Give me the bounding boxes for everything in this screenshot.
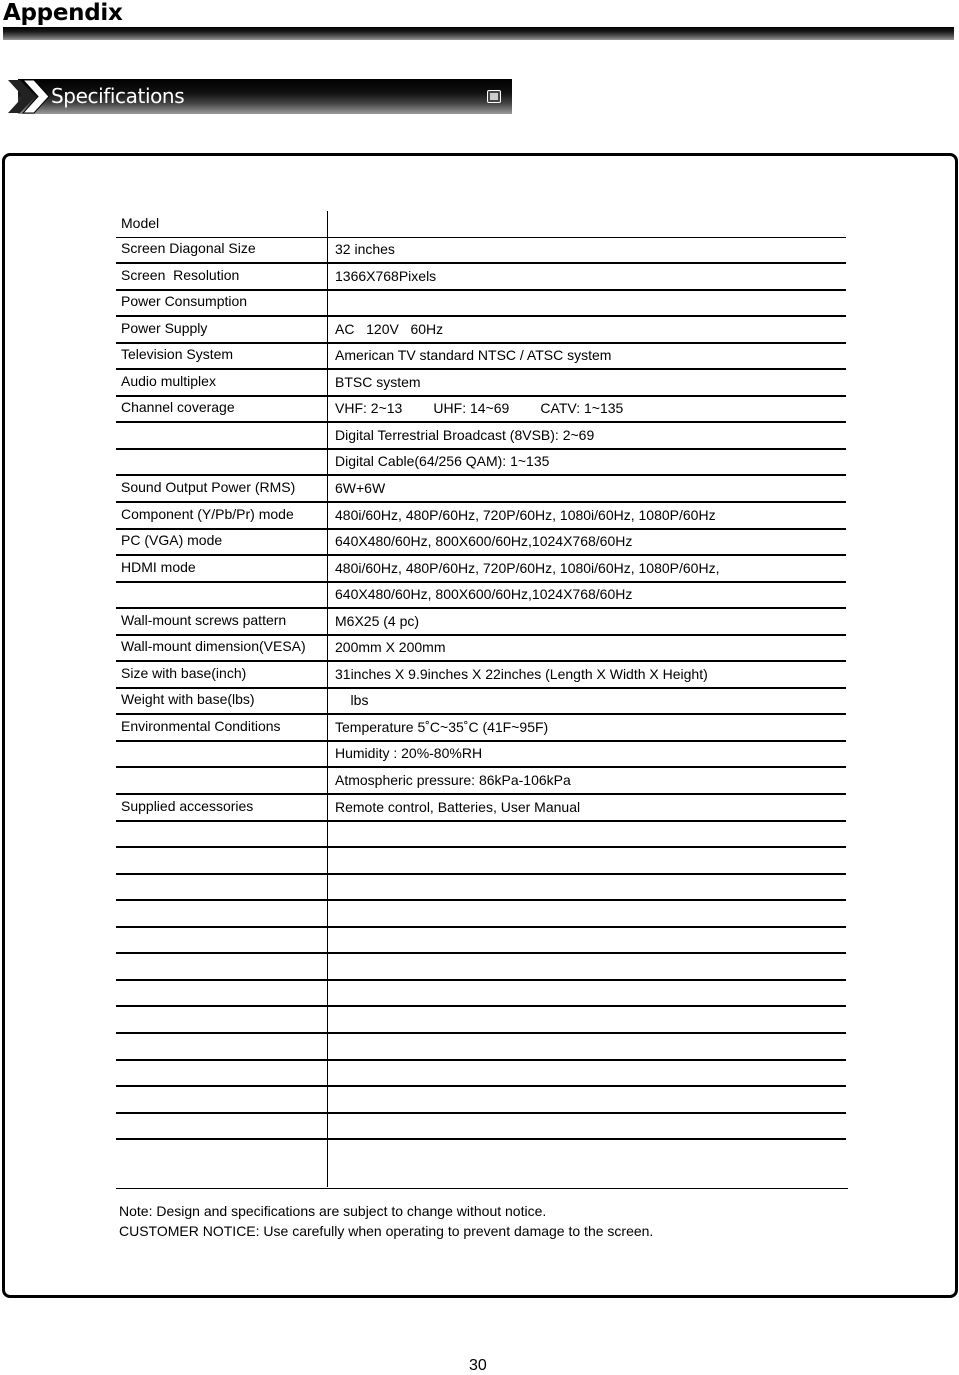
table-row — [116, 344, 846, 371]
spec-label: Audio multiplex — [121, 372, 216, 389]
spec-label: Wall-mount screws pattern — [121, 611, 287, 628]
table-row — [116, 556, 846, 583]
spec-value: 32 inches — [335, 241, 395, 258]
spec-label: Screen Diagonal Size — [121, 240, 256, 257]
spec-value: Atmospheric pressure: 86kPa-106kPa — [335, 772, 571, 789]
spec-value: 200mm X 200mm — [335, 639, 446, 656]
spec-value: 640X480/60Hz, 800X600/60Hz,1024X768/60Hz — [335, 533, 633, 550]
table-row — [116, 530, 846, 557]
table-row — [116, 583, 846, 610]
page-number: 30 — [469, 1357, 487, 1374]
spec-label: Television System — [121, 346, 234, 363]
spec-value: Remote control, Batteries, User Manual — [335, 798, 581, 815]
table-row — [116, 981, 846, 1008]
table-row — [116, 928, 846, 955]
table-row — [116, 1061, 846, 1088]
table-row — [116, 423, 846, 450]
table-row — [116, 715, 846, 742]
section-banner — [8, 79, 512, 114]
spec-label: Model — [121, 214, 160, 231]
spec-value: Temperature 5˚C~35˚C (41F~95F) — [335, 718, 549, 735]
spec-label: Size with base(inch) — [121, 664, 247, 681]
spec-label: Wall-mount dimension(VESA) — [121, 638, 306, 655]
square-icon — [487, 90, 501, 103]
table-row — [116, 264, 846, 291]
table-row — [116, 742, 846, 769]
spec-label: Weight with base(lbs) — [121, 691, 255, 708]
spec-value: BTSC system — [335, 373, 421, 390]
notes — [119, 1201, 653, 1241]
table-row — [116, 291, 846, 318]
customer-notice-line: CUSTOMER NOTICE: Use carefully when operating to prevent damage to the screen. — [119, 1223, 654, 1239]
table-bottom-rule — [116, 1188, 848, 1189]
spec-value: VHF: 2~13 UHF: 14~69 CATV: 1~135 — [335, 400, 624, 417]
table-row — [116, 211, 846, 238]
spec-label: Screen Resolution — [121, 266, 240, 283]
table-row — [116, 875, 846, 902]
table-row — [116, 636, 846, 663]
spec-value: 1366X768Pixels — [335, 267, 437, 284]
spec-label: Channel coverage — [121, 399, 235, 416]
spec-value: 480i/60Hz, 480P/60Hz, 720P/60Hz, 1080i/60Hz, 1080P/60Hz — [335, 506, 716, 523]
table-row — [116, 450, 846, 477]
spec-value: 480i/60Hz, 480P/60Hz, 720P/60Hz, 1080i/60Hz, 1080P/60Hz, — [335, 559, 720, 576]
spec-value: Digital Cable(64/256 QAM): 1~135 — [335, 453, 550, 470]
spec-label: Environmental Conditions — [121, 717, 281, 734]
table-row — [116, 768, 846, 795]
spec-value: American TV standard NTSC / ATSC system — [335, 347, 612, 364]
spec-value: AC 120V 60Hz — [335, 320, 444, 337]
table-row — [116, 848, 846, 875]
chevron-right-icon — [8, 79, 52, 114]
table-row — [116, 317, 846, 344]
table-row — [116, 1087, 846, 1114]
spec-label: PC (VGA) mode — [121, 532, 223, 549]
table-row — [116, 901, 846, 928]
table-row — [116, 795, 846, 822]
page-title: Appendix — [3, 0, 123, 26]
title-underline-bar — [3, 27, 954, 40]
table-row — [116, 609, 846, 636]
spec-value: lbs — [335, 692, 369, 709]
table-row — [116, 397, 846, 424]
table-row — [116, 1140, 846, 1170]
note-line: Note: Design and specifications are subject to change without notice. — [119, 1203, 547, 1219]
spec-label: Power Supply — [121, 319, 208, 336]
table-row — [116, 662, 846, 689]
spec-label: Sound Output Power (RMS) — [121, 479, 296, 496]
table-row — [116, 238, 846, 265]
spec-value: Digital Terrestrial Broadcast (8VSB): 2~69 — [335, 426, 595, 443]
table-row — [116, 1114, 846, 1141]
table-row — [116, 689, 846, 716]
specifications-table — [116, 211, 846, 1170]
spec-value: 31inches X 9.9inches X 22inches (Length X Width X Height) — [335, 665, 708, 682]
spec-label: Supplied accessories — [121, 797, 254, 814]
table-row — [116, 370, 846, 397]
table-row — [116, 476, 846, 503]
table-row — [116, 503, 846, 530]
spec-value: 6W+6W — [335, 480, 386, 497]
table-row — [116, 822, 846, 849]
section-title: Specifications — [51, 84, 185, 108]
spec-value: Humidity : 20%-80%RH — [335, 745, 483, 762]
table-row — [116, 954, 846, 981]
spec-value: M6X25 (4 pc) — [335, 612, 420, 629]
spec-label: HDMI mode — [121, 558, 196, 575]
spec-value: 640X480/60Hz, 800X600/60Hz,1024X768/60Hz — [335, 586, 633, 603]
spec-label: Power Consumption — [121, 293, 248, 310]
table-row — [116, 1034, 846, 1061]
table-row — [116, 1007, 846, 1034]
spec-label: Component (Y/Pb/Pr) mode — [121, 505, 294, 522]
